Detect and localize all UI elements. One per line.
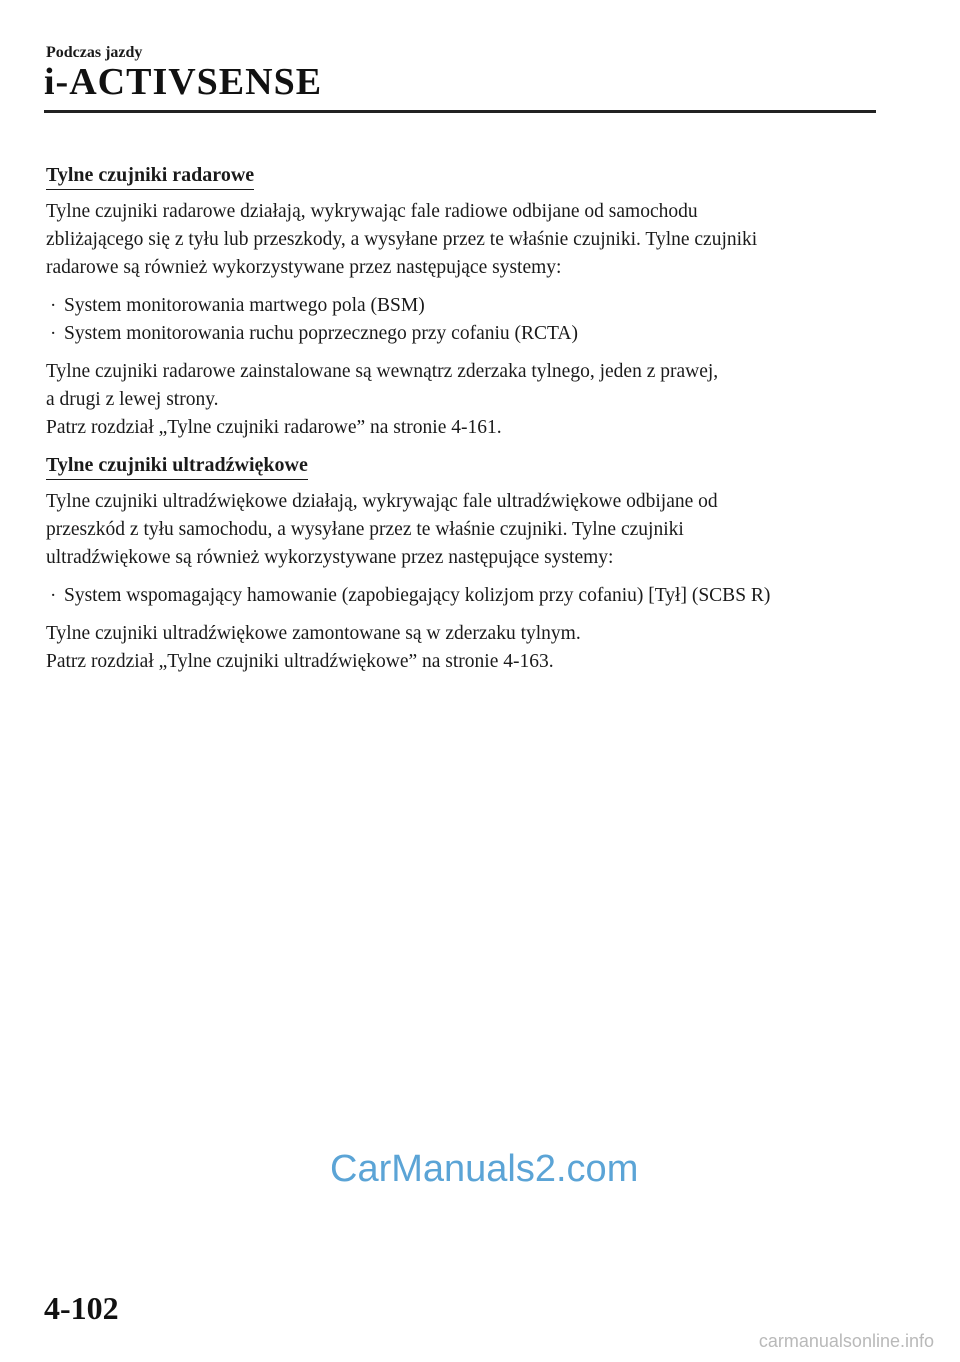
bullet-list [46, 582, 886, 610]
cross-reference: Patrz rozdział „Tylne czujniki ultradźwiękowe” na stronie 4-163. [46, 651, 554, 672]
bullet-icon: · [50, 585, 57, 606]
chapter-title: i-ACTIVSENSE [44, 61, 323, 103]
list-item-text: System monitorowania martwego pola (BSM) [64, 295, 425, 316]
title-rule [44, 110, 876, 113]
section-radar [46, 162, 886, 442]
text-line: a drugi z lewej strony. [46, 389, 219, 410]
text-line: Tylne czujniki ultradźwiękowe zamontowane są w zderzaku tylnym. [46, 623, 581, 644]
list-item [50, 320, 886, 348]
list-item [50, 292, 886, 320]
section-heading: Tylne czujniki radarowe [46, 162, 254, 190]
section-ultrasonic [46, 452, 886, 676]
list-item [50, 582, 886, 610]
text-line: zbliżającego się z tyłu lub przeszkody, a wysyłane przez te właśnie czujniki. Tylne czujniki [46, 229, 758, 250]
watermark: CarManuals2.com [330, 1148, 639, 1190]
bullet-list [46, 292, 886, 348]
text-line: radarowe są również wykorzystywane przez następujące systemy: [46, 257, 562, 278]
page-number: 4-102 [44, 1290, 119, 1326]
paragraph [46, 198, 886, 282]
paragraph [46, 620, 886, 676]
section-heading: Tylne czujniki ultradźwiękowe [46, 452, 308, 480]
paragraph [46, 358, 886, 442]
list-item-text: System monitorowania ruchu poprzecznego przy cofaniu (RCTA) [64, 323, 578, 344]
footer-site-mark: carmanualsonline.info [758, 1331, 934, 1351]
text-line: Tylne czujniki radarowe działają, wykrywając fale radiowe odbijane od samochodu [46, 201, 698, 222]
cross-reference: Patrz rozdział „Tylne czujniki radarowe” na stronie 4-161. [46, 417, 502, 438]
text-line: ultradźwiękowe są również wykorzystywane przez następujące systemy: [46, 547, 614, 568]
text-line: Tylne czujniki radarowe zainstalowane są wewnątrz zderzaka tylnego, jeden z prawej, [46, 361, 719, 382]
section-label: Podczas jazdy [46, 44, 143, 61]
text-line: Tylne czujniki ultradźwiękowe działają, wykrywając fale ultradźwiękowe odbijane od [46, 491, 718, 512]
page-content [46, 162, 886, 686]
text-line: przeszkód z tyłu samochodu, a wysyłane przez te właśnie czujniki. Tylne czujniki [46, 519, 684, 540]
bullet-icon: · [50, 295, 57, 316]
bullet-icon: · [50, 323, 57, 344]
list-item-text: System wspomagający hamowanie (zapobiegający kolizjom przy cofaniu) [Tył] (SCBS R) [64, 585, 771, 606]
paragraph [46, 488, 886, 572]
